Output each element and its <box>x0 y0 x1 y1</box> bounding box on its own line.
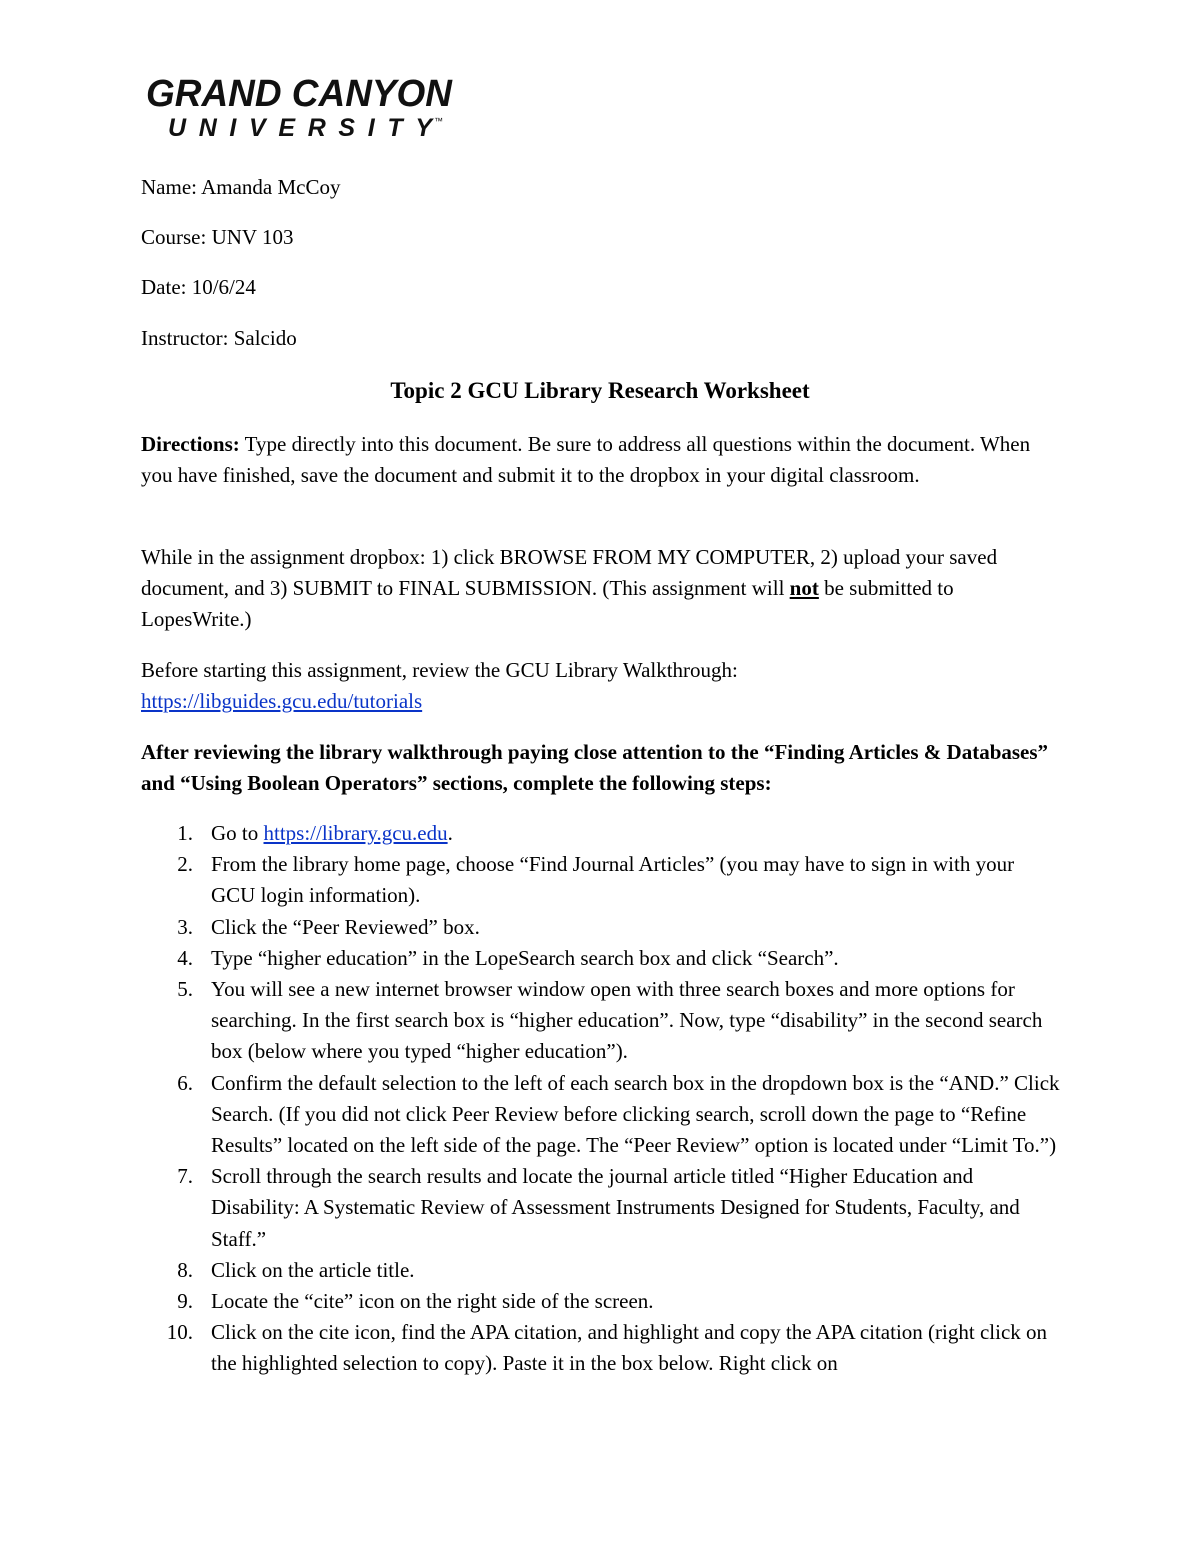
logo-line-2: UNIVERSITY <box>168 114 432 142</box>
list-item <box>141 1317 1061 1379</box>
logo-line-1: GRAND CANYON <box>146 74 454 115</box>
dropbox-text-after: be submitted to LopesWrite.) <box>141 576 954 632</box>
walkthrough-text: Before starting this assignment, review the GCU Library Walkthrough: <box>141 658 738 682</box>
list-item <box>141 1255 1061 1286</box>
list-item <box>141 818 1061 849</box>
directions-label: Directions: <box>141 432 240 456</box>
list-item <box>141 912 1061 943</box>
step-number: 5. <box>177 977 193 1002</box>
library-link[interactable]: https://library.gcu.edu <box>263 821 448 845</box>
list-item <box>141 974 1061 1068</box>
step-number: 2. <box>177 852 193 877</box>
step-text: Confirm the default selection to the left of each search box in the dropdown box is the “AND.” Click Search. (If you did not click Peer Review before clicking search, scroll down the page to “Refine Results” located on the left side of the page. The “Peer Review” option is located under “Limit To.”) <box>211 1070 1060 1158</box>
course: Course: UNV 103 <box>141 225 294 249</box>
directions-paragraph <box>141 429 1061 491</box>
step-text: From the library home page, choose “Find Journal Articles” (you may have to sign in with your GCU login information). <box>211 852 1015 908</box>
university-logo <box>146 74 466 144</box>
directions-text: Type directly into this document. Be sure to address all questions within the document. When you have finished, save the document and submit it to the dropbox in your digital classroom. <box>141 432 1031 488</box>
step-number: 3. <box>177 914 193 939</box>
step-number: 4. <box>177 945 193 970</box>
walkthrough-paragraph <box>141 655 1061 717</box>
step-text: Scroll through the search results and locate the journal article titled “Higher Education and Disability: A Systematic Review of Assessment Instruments Designed for Students, Faculty, and Staff.” <box>211 1164 1020 1251</box>
list-item <box>141 1161 1061 1255</box>
step-text: Click on the article title. <box>211 1257 415 1282</box>
dropbox-emphasis: not <box>789 576 819 601</box>
step-text: Locate the “cite” icon on the right side of the screen. <box>211 1289 654 1314</box>
step-text: You will see a new internet browser window open with three search boxes and more options for searching. In the first search box is “higher education”. Now, type “disability” in the second search box (below where you typed “higher education”). <box>211 977 1043 1064</box>
page-title: Topic 2 GCU Library Research Worksheet <box>390 378 810 403</box>
list-item <box>141 849 1061 911</box>
student-name: Name: Amanda McCoy <box>141 175 341 199</box>
walkthrough-link[interactable]: https://libguides.gcu.edu/tutorials <box>141 689 423 714</box>
steps-list <box>141 818 1061 1380</box>
instructor: Instructor: Salcido <box>141 326 297 350</box>
step-text: Go to <box>211 821 264 845</box>
step-number: 9. <box>177 1289 193 1314</box>
step-number: 10. <box>166 1320 193 1345</box>
dropbox-text-before: While in the assignment dropbox: 1) click BROWSE FROM MY COMPUTER, 2) upload your saved document, and 3) SUBMIT to FINAL SUBMISSION. (This assignment will <box>141 545 998 601</box>
step-number: 7. <box>177 1164 193 1189</box>
date: Date: 10/6/24 <box>141 275 256 299</box>
step-text: Type “higher education” in the LopeSearch search box and click “Search”. <box>211 945 839 970</box>
step-number: 1. <box>177 821 193 845</box>
list-item <box>141 1286 1061 1317</box>
step-text-end: . <box>447 821 453 845</box>
dropbox-paragraph <box>141 542 1061 636</box>
logo-trademark: ™ <box>434 116 443 126</box>
step-text: Click on the cite icon, find the APA citation, and highlight and copy the APA citation (right click on the highlighted selection to copy). Paste it in the box below. Right click on <box>211 1320 1048 1376</box>
steps-heading: After reviewing the library walkthrough paying close attention to the “Finding Articles & Databases” and “Using Boolean Operators” sections, complete the following steps: <box>141 740 1049 796</box>
list-item <box>141 943 1061 974</box>
list-item <box>141 1068 1061 1162</box>
step-number: 6. <box>177 1070 193 1095</box>
step-number: 8. <box>177 1257 193 1282</box>
step-text: Click the “Peer Reviewed” box. <box>211 914 480 939</box>
